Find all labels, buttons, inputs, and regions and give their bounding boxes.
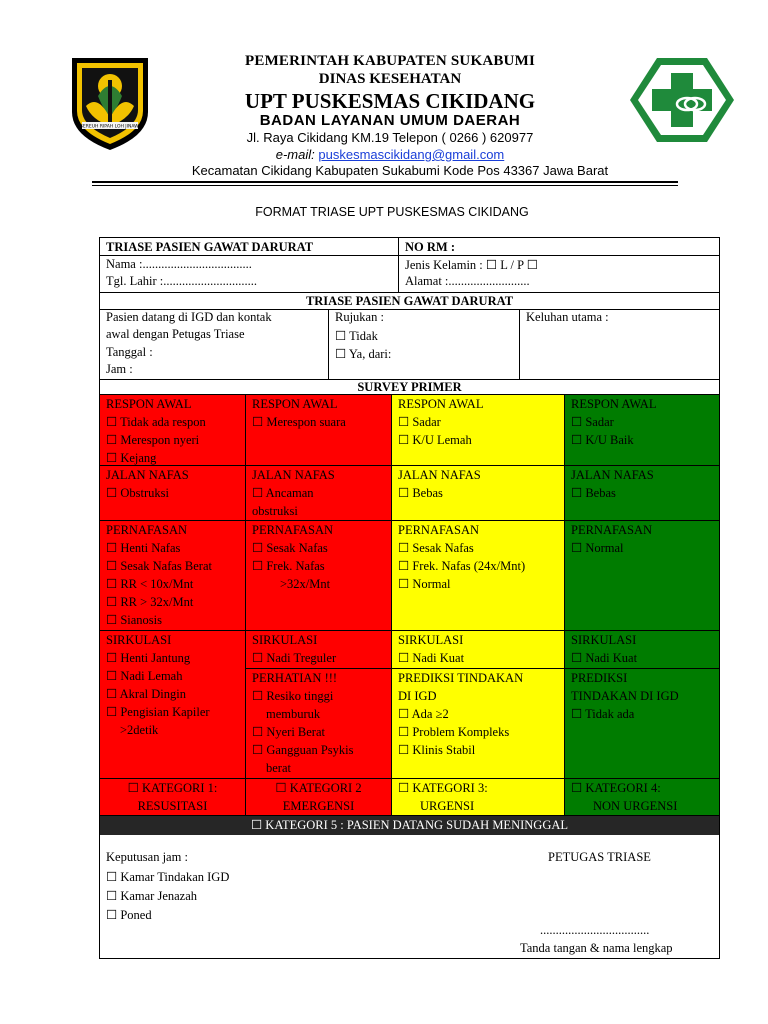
- sukabumi-regency-logo: [68, 56, 152, 152]
- sirkulasi-green-cell: [565, 631, 719, 669]
- sirkulasi-yellow-cell: [392, 631, 565, 669]
- kategori-2-cell[interactable]: [246, 779, 392, 816]
- perhatian-opt-cont: berat: [266, 761, 291, 775]
- rujukan-label: Rujukan :: [335, 310, 384, 324]
- nafas-green-opt[interactable]: ☐ Normal: [571, 541, 624, 555]
- sirkulasi-yellow-heading: SIRKULASI: [398, 633, 464, 647]
- kategori-2-name: EMERGENSI: [282, 799, 355, 813]
- nafas-red2-opt[interactable]: ☐ Sesak Nafas: [252, 541, 328, 555]
- puskesmas-cross-logo: [627, 55, 737, 145]
- sirkulasi-red2-opt[interactable]: ☐ Nadi Treguler: [252, 651, 337, 665]
- respon-red2-cell: [246, 395, 392, 466]
- respon-yellow-heading: RESPON AWAL: [398, 397, 484, 411]
- sirkulasi-red2-heading: SIRKULASI: [252, 633, 318, 647]
- header-divider: [92, 181, 678, 183]
- petugas-triase-label: PETUGAS TRIASE: [548, 850, 651, 864]
- rujukan-cell: [329, 310, 520, 380]
- alamat-field[interactable]: Alamat :..........................: [405, 274, 530, 288]
- tgl-lahir-field[interactable]: Tgl. Lahir :..............................: [106, 274, 258, 288]
- perhatian-opt[interactable]: ☐ Nyeri Berat: [252, 725, 325, 739]
- nafas-red-opt[interactable]: ☐ RR < 10x/Mnt: [106, 577, 194, 591]
- arrival-text-1: Pasien datang di IGD dan kontak: [106, 310, 272, 324]
- arrival-cell: [100, 310, 329, 380]
- kategori-1-label: ☐ KATEGORI 1:: [127, 781, 218, 795]
- prediksi-yellow-heading: PREDIKSI TINDAKAN: [398, 671, 524, 685]
- jalan-red-cell: [100, 466, 246, 521]
- sirkulasi-red-opt[interactable]: ☐ Nadi Lemah: [106, 669, 183, 683]
- form-title: FORMAT TRIASE UPT PUSKESMAS CIKIDANG: [255, 205, 529, 219]
- sirkulasi-red-opt-cont: >2detik: [120, 723, 159, 737]
- signature-caption: Tanda tangan & nama lengkap: [520, 941, 673, 955]
- tanggal-field[interactable]: Tanggal :: [106, 345, 153, 359]
- header-divider-thin: [92, 185, 678, 186]
- nafas-green-cell: [565, 521, 719, 631]
- kategori-3-cell[interactable]: [392, 779, 565, 816]
- email-line: [150, 147, 630, 162]
- jalan-red2-heading: JALAN NAFAS: [252, 468, 335, 482]
- patient-gender-address-cell: [399, 256, 719, 293]
- email-link[interactable]: puskesmascikidang@gmail.com: [318, 147, 505, 162]
- triage-section-title: TRIASE PASIEN GAWAT DARURAT: [100, 293, 719, 310]
- jenis-kelamin-field[interactable]: Jenis Kelamin : ☐ L / P ☐: [405, 258, 538, 272]
- respon-green-opt[interactable]: ☐ Sadar: [571, 415, 614, 429]
- prediksi-yellow-cell: [392, 669, 565, 779]
- nafas-red-opt[interactable]: ☐ Sesak Nafas Berat: [106, 559, 212, 573]
- rujukan-ya-checkbox[interactable]: ☐ Ya, dari:: [335, 347, 392, 361]
- respon-green-heading: RESPON AWAL: [571, 397, 657, 411]
- keluhan-field[interactable]: Keluhan utama :: [526, 310, 609, 324]
- kategori-3-name: URGENSI: [420, 799, 475, 813]
- prediksi-green-cell: [565, 669, 719, 779]
- jalan-yellow-cell: [392, 466, 565, 521]
- email-label: e-mail:: [275, 147, 315, 162]
- sirkulasi-green-heading: SIRKULASI: [571, 633, 637, 647]
- kategori-4-cell[interactable]: [565, 779, 719, 816]
- opt-kamar-jenazah[interactable]: ☐ Kamar Jenazah: [106, 889, 198, 903]
- nafas-red2-opt-cont: >32x/Mnt: [280, 577, 331, 591]
- sirkulasi-red-opt[interactable]: ☐ Henti Jantung: [106, 651, 191, 665]
- respon-red2-opt[interactable]: ☐ Merespon suara: [252, 415, 346, 429]
- nafas-green-heading: PERNAFASAN: [571, 523, 653, 537]
- jalan-green-heading: JALAN NAFAS: [571, 468, 654, 482]
- rujukan-tidak-checkbox[interactable]: ☐ Tidak: [335, 329, 378, 343]
- sirkulasi-red-opt[interactable]: ☐ Akral Dingin: [106, 687, 186, 701]
- nafas-red-heading: PERNAFASAN: [106, 523, 188, 537]
- prediksi-green-heading-2: TINDAKAN DI IGD: [571, 689, 679, 703]
- sirkulasi-red-cell: [100, 631, 246, 779]
- nafas-yellow-opt[interactable]: ☐ Normal: [398, 577, 451, 591]
- kategori-1-cell[interactable]: [100, 779, 246, 816]
- nafas-yellow-opt[interactable]: ☐ Frek. Nafas (24x/Mnt): [398, 559, 526, 573]
- logo-motto: SEREUH RIPAH LOH JINAWI: [80, 124, 140, 130]
- nafas-yellow-opt[interactable]: ☐ Sesak Nafas: [398, 541, 474, 555]
- nafas-red2-opt[interactable]: ☐ Frek. Nafas: [252, 559, 325, 573]
- perhatian-cell: [246, 669, 392, 779]
- keputusan-label: Keputusan jam :: [106, 850, 188, 864]
- govt-name: PEMERINTAH KABUPATEN SUKABUMI: [245, 53, 535, 69]
- respon-yellow-opt[interactable]: ☐ K/U Lemah: [398, 433, 472, 447]
- nafas-red2-cell: [246, 521, 392, 631]
- respon-red-opt[interactable]: ☐ Kejang: [106, 451, 157, 465]
- kategori-4-label: ☐ KATEGORI 4:: [571, 781, 661, 795]
- jalan-green-cell: [565, 466, 719, 521]
- letterhead: [0, 0, 768, 195]
- perhatian-opt[interactable]: ☐ Resiko tinggi: [252, 689, 334, 703]
- respon-red-heading: RESPON AWAL: [106, 397, 192, 411]
- triage-form: [99, 237, 720, 959]
- prediksi-yellow-opt[interactable]: ☐ Klinis Stabil: [398, 743, 476, 757]
- kategori-3-label: ☐ KATEGORI 3:: [398, 781, 488, 795]
- jalan-yellow-opt[interactable]: ☐ Bebas: [398, 486, 443, 500]
- arrival-text-2: awal dengan Petugas Triase: [106, 327, 245, 341]
- patient-section-title: TRIASE PASIEN GAWAT DARURAT: [100, 238, 399, 256]
- dept-name: DINAS KESEHATAN: [318, 71, 462, 87]
- jalan-green-opt[interactable]: ☐ Bebas: [571, 486, 616, 500]
- jalan-red2-cell: [246, 466, 392, 521]
- jalan-red2-opt[interactable]: ☐ Ancaman: [252, 486, 314, 500]
- kategori-5-bar[interactable]: ☐ KATEGORI 5 : PASIEN DATANG SUDAH MENINGGAL: [100, 816, 719, 835]
- nafas-red-opt[interactable]: ☐ Henti Nafas: [106, 541, 181, 555]
- jam-field[interactable]: Jam :: [106, 362, 133, 376]
- kategori-2-label: ☐ KATEGORI 2: [275, 781, 362, 795]
- kategori-4-name: NON URGENSI: [593, 799, 678, 813]
- nafas-red-opt[interactable]: ☐ Sianosis: [106, 613, 163, 627]
- patient-name-dob-cell: [100, 256, 399, 293]
- jalan-red2-opt-cont: obstruksi: [252, 504, 298, 518]
- nafas-yellow-heading: PERNAFASAN: [398, 523, 480, 537]
- nafas-red-cell: [100, 521, 246, 631]
- no-rm-field[interactable]: NO RM :: [399, 238, 719, 256]
- agency-type: BADAN LAYANAN UMUM DAERAH: [259, 112, 521, 129]
- nafas-red2-heading: PERNAFASAN: [252, 523, 334, 537]
- respon-red-opt[interactable]: ☐ Tidak ada respon: [106, 415, 206, 429]
- jalan-yellow-heading: JALAN NAFAS: [398, 468, 481, 482]
- respon-green-cell: [565, 395, 719, 466]
- prediksi-yellow-heading-2: DI IGD: [398, 689, 437, 703]
- district-line: Kecamatan Cikidang Kabupaten Sukabumi Kode Pos 43367 Jawa Barat: [191, 163, 609, 178]
- prediksi-yellow-opt[interactable]: ☐ Problem Kompleks: [398, 725, 510, 739]
- opt-kamar-tindakan[interactable]: ☐ Kamar Tindakan IGD: [106, 870, 230, 884]
- sirkulasi-red-opt[interactable]: ☐ Pengisian Kapiler: [106, 705, 210, 719]
- perhatian-opt-cont: memburuk: [266, 707, 321, 721]
- survey-primer-title: SURVEY PRIMER: [100, 380, 719, 395]
- kategori-1-name: RESUSITASI: [137, 799, 208, 813]
- prediksi-green-opt[interactable]: ☐ Tidak ada: [571, 707, 635, 721]
- opt-poned[interactable]: ☐ Poned: [106, 908, 152, 922]
- perhatian-heading: PERHATIAN !!!: [252, 671, 338, 685]
- respon-red-cell: [100, 395, 246, 466]
- sirkulasi-red-heading: SIRKULASI: [106, 633, 172, 647]
- address: Jl. Raya Cikidang KM.19 Telepon ( 0266 ) 620977: [246, 130, 534, 145]
- nafas-red-opt[interactable]: ☐ RR > 32x/Mnt: [106, 595, 194, 609]
- prediksi-yellow-opt[interactable]: ☐ Ada ≥2: [398, 707, 449, 721]
- sirkulasi-yellow-opt[interactable]: ☐ Nadi Kuat: [398, 651, 465, 665]
- perhatian-opt[interactable]: ☐ Gangguan Psykis: [252, 743, 354, 757]
- respon-red2-heading: RESPON AWAL: [252, 397, 338, 411]
- jalan-red-opt[interactable]: ☐ Obstruksi: [106, 486, 169, 500]
- respon-green-opt[interactable]: ☐ K/U Baik: [571, 433, 634, 447]
- clinic-name: UPT PUSKESMAS CIKIDANG: [244, 89, 536, 113]
- nafas-yellow-cell: [392, 521, 565, 631]
- jalan-red-heading: JALAN NAFAS: [106, 468, 189, 482]
- nama-field[interactable]: Nama :...................................: [106, 257, 252, 271]
- sirkulasi-green-opt[interactable]: ☐ Nadi Kuat: [571, 651, 638, 665]
- signature-line[interactable]: ...................................: [540, 923, 650, 937]
- respon-yellow-cell: [392, 395, 565, 466]
- keluhan-cell: [520, 310, 719, 380]
- prediksi-green-heading: PREDIKSI: [571, 671, 628, 685]
- respon-yellow-opt[interactable]: ☐ Sadar: [398, 415, 441, 429]
- sirkulasi-red2-cell: [246, 631, 392, 669]
- respon-red-opt[interactable]: ☐ Merespon nyeri: [106, 433, 200, 447]
